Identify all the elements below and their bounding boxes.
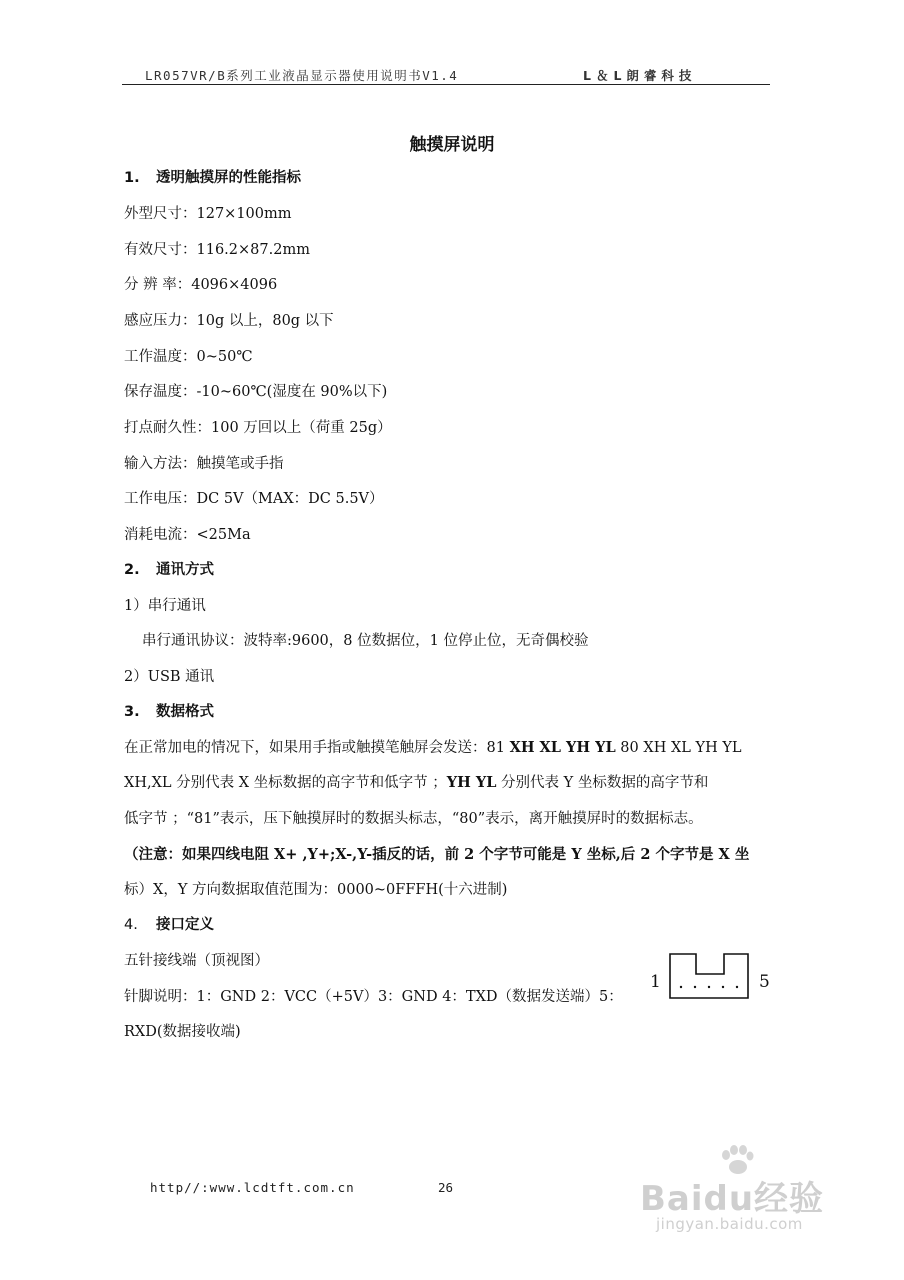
section-2-heading bbox=[124, 558, 214, 579]
baidu-watermark bbox=[640, 1145, 880, 1235]
connector-outline bbox=[670, 954, 748, 998]
section-1-heading bbox=[124, 166, 301, 187]
spec-durability: 打点耐久性：100 万回以上（荷重 25g） bbox=[124, 420, 392, 436]
section-3-number: 3. bbox=[124, 704, 140, 720]
section-3-title: 数据格式 bbox=[156, 704, 214, 720]
spec-size: 外型尺寸：127×100mm bbox=[124, 206, 292, 222]
terminal-label: 五针接线端（顶视图） bbox=[124, 953, 269, 969]
data-format-text: 在正常加电的情况下，如果用手指或触摸笔触屏会发送：81 bbox=[124, 740, 510, 756]
data-format-text: 80 XH XL YH YL bbox=[615, 740, 742, 756]
connector-pin bbox=[694, 986, 696, 988]
section-4-heading bbox=[124, 913, 214, 934]
header-doc-title: LR057VR/B系列工业液晶显示器使用说明书V1.4 bbox=[145, 68, 459, 83]
serial-label: 1）串行通讯 bbox=[124, 598, 206, 614]
spec-active-area: 有效尺寸：116.2×87.2mm bbox=[124, 242, 310, 258]
page-title: 触摸屏说明 bbox=[409, 135, 495, 155]
spec-input-method: 输入方法：触摸笔或手指 bbox=[124, 456, 284, 472]
section-3-heading bbox=[124, 700, 214, 721]
data-format-text: 分别代表 Y 坐标数据的高字节和 bbox=[496, 775, 709, 791]
serial-protocol: 串行通讯协议：波特率:9600，8 位数据位，1 位停止位，无奇偶校验 bbox=[142, 633, 589, 649]
spec-pressure: 感应压力：10g 以上，80g 以下 bbox=[124, 313, 334, 329]
header-divider bbox=[122, 84, 770, 85]
watermark-brand: Baidu经验 bbox=[640, 1179, 825, 1219]
data-format-line-1 bbox=[124, 736, 742, 757]
data-format-bold: YH YL bbox=[446, 774, 497, 791]
section-1-title: 透明触摸屏的性能指标 bbox=[156, 170, 301, 186]
connector-pin-5-label: 5 bbox=[759, 972, 770, 992]
section-4-number: 4. bbox=[124, 917, 138, 933]
connector-pin bbox=[708, 986, 710, 988]
usb-label: 2）USB 通讯 bbox=[124, 669, 215, 685]
page-number: 26 bbox=[438, 1180, 454, 1195]
watermark-url: jingyan.baidu.com bbox=[656, 1215, 803, 1233]
spec-storage-temp: 保存温度：-10~60℃(湿度在 90%以下) bbox=[124, 384, 388, 400]
spec-current: 消耗电流：<25Ma bbox=[124, 527, 251, 543]
data-format-line-3: 低字节 ；“81”表示，压下触摸屏时的数据头标志，“80”表示，离开触摸屏时的数据标志。 bbox=[124, 811, 703, 827]
footer-url: http//:www.lcdtft.com.cn bbox=[150, 1180, 355, 1195]
section-1-number: 1. bbox=[124, 170, 140, 186]
connector-pin bbox=[680, 986, 682, 988]
data-format-bold: XH XL YH YL bbox=[509, 739, 616, 756]
data-format-line-2 bbox=[124, 771, 708, 792]
connector-pin-1-label: 1 bbox=[650, 972, 661, 992]
data-format-text: XH,XL 分别代表 X 坐标数据的高字节和低字节 ； bbox=[124, 775, 447, 791]
section-2-number: 2. bbox=[124, 562, 140, 578]
spec-voltage: 工作电压：DC 5V（MAX：DC 5.5V） bbox=[124, 491, 384, 507]
data-format-range: 标）X，Y 方向数据取值范围为：0000~0FFFH(十六进制) bbox=[124, 882, 508, 898]
pin-description-cont: RXD(数据接收端) bbox=[124, 1024, 241, 1040]
five-pin-connector-diagram bbox=[668, 952, 750, 1002]
spec-operating-temp: 工作温度：0~50℃ bbox=[124, 349, 253, 365]
header-company: L＆L朗睿科技 bbox=[583, 68, 697, 83]
data-format-note: （注意：如果四线电阻 X+ ,Y+;X-,Y-插反的话，前 2 个字节可能是 Y 坐标,后 2 个字节是 X 坐 bbox=[124, 846, 750, 863]
pin-description: 针脚说明：1：GND 2：VCC（+5V）3：GND 4：TXD（数据发送端）5： bbox=[124, 989, 623, 1005]
section-4-title: 接口定义 bbox=[156, 917, 214, 933]
connector-pin bbox=[736, 986, 738, 988]
connector-pin bbox=[722, 986, 724, 988]
spec-resolution: 分 辨 率：4096×4096 bbox=[124, 277, 278, 293]
section-2-title: 通讯方式 bbox=[156, 562, 214, 578]
